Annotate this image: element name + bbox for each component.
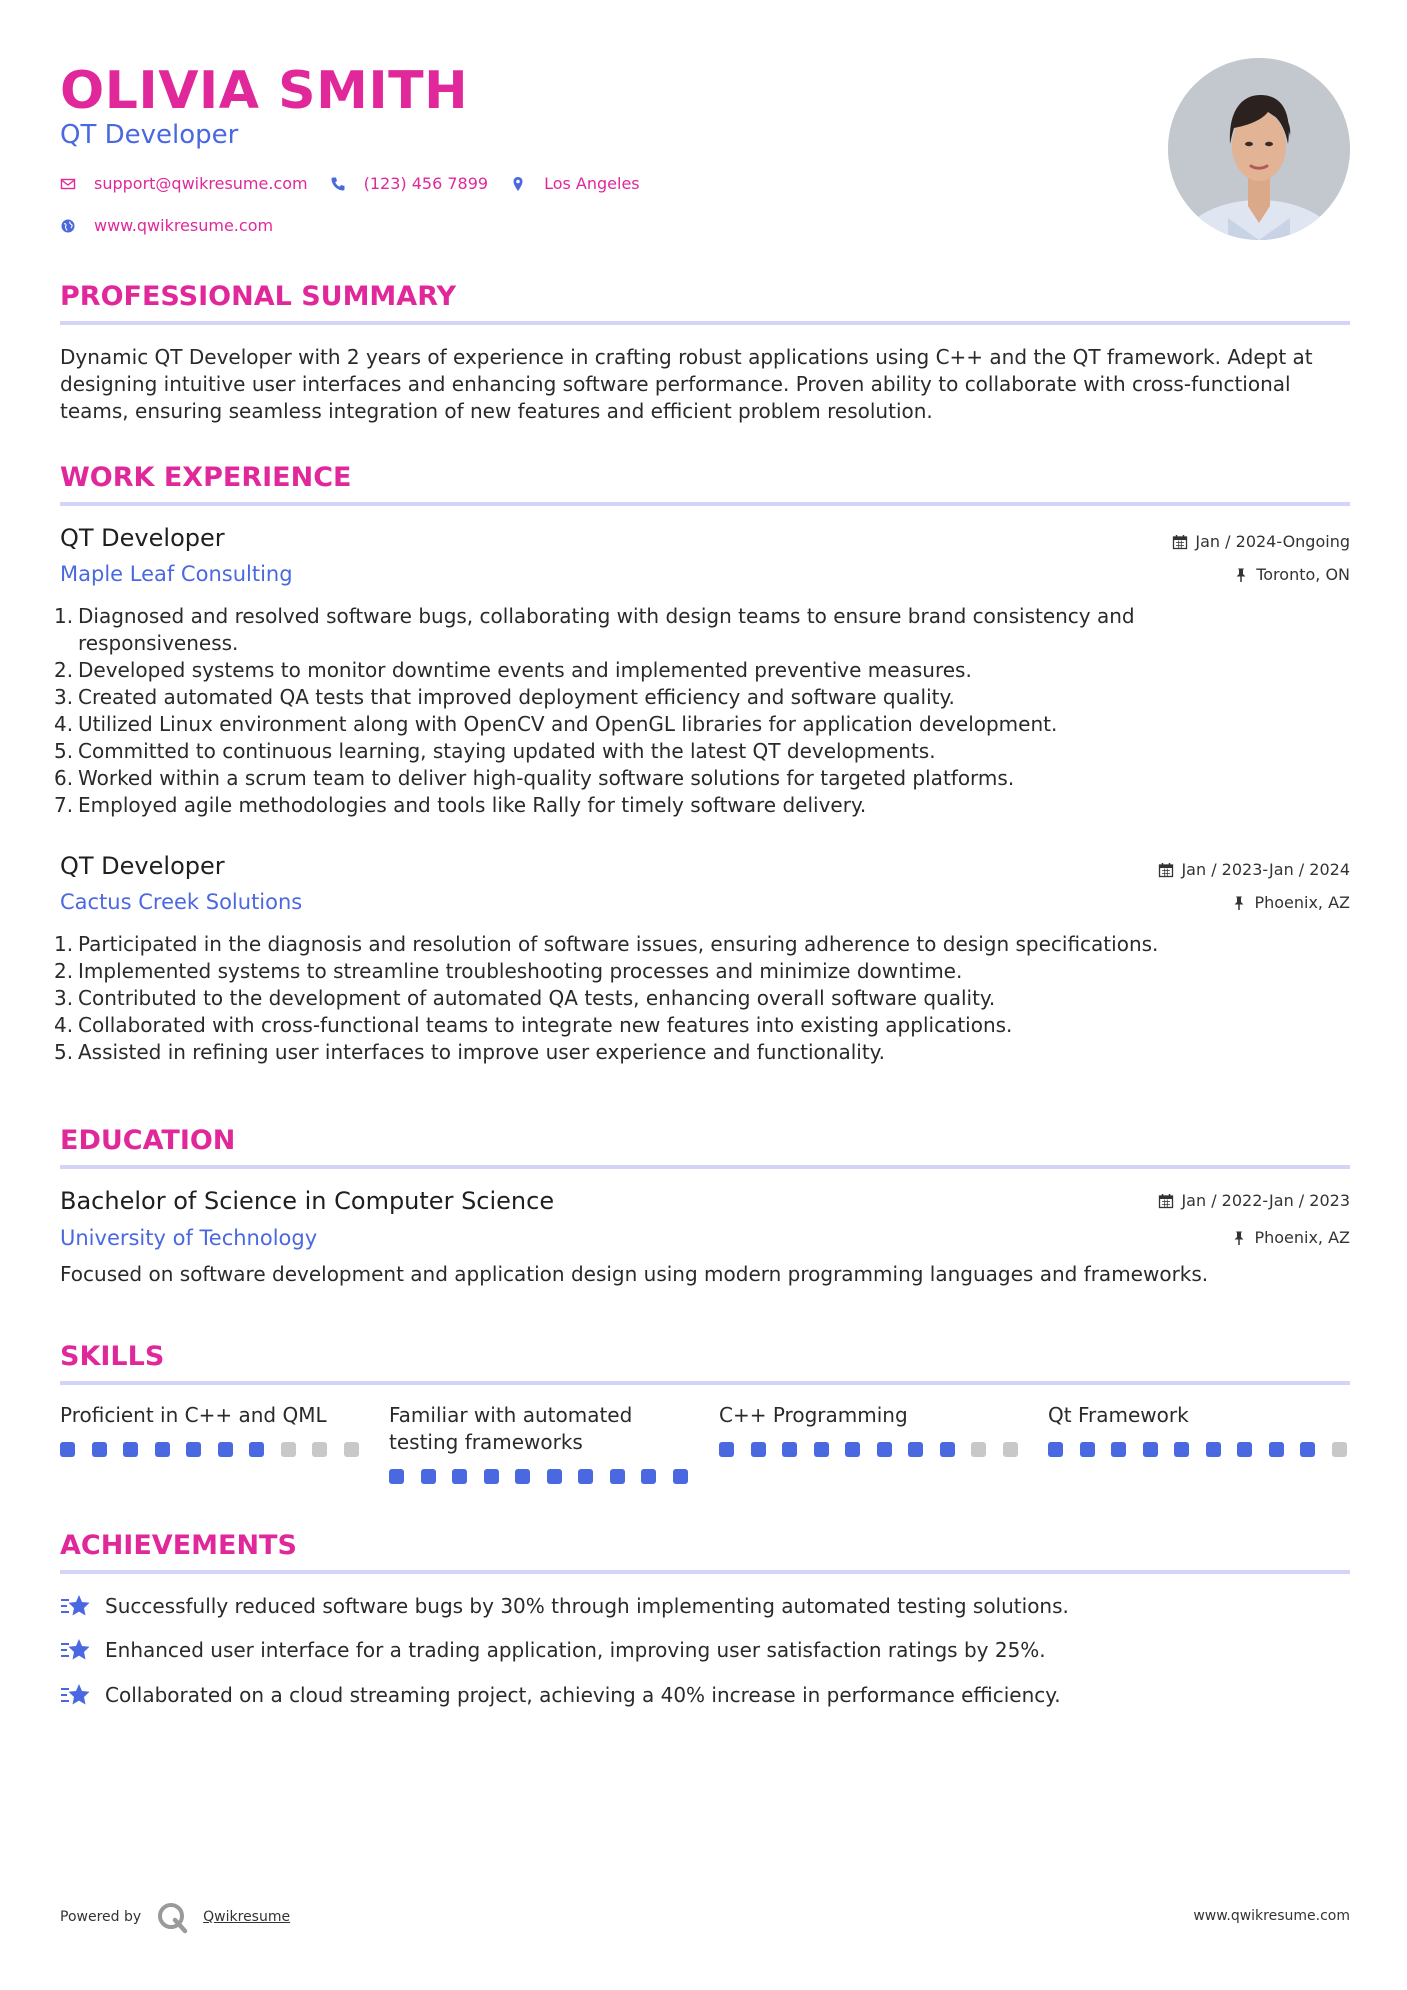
list-item: 5. Assisted in refining user interfaces to improve user experience and functionality.	[54, 1040, 886, 1064]
contact-website[interactable]	[60, 216, 273, 236]
list-item: 7. Employed agile methodologies and tools like Rally for timely software delivery.	[54, 793, 867, 817]
contact-row	[60, 174, 662, 194]
skill-dot	[421, 1469, 436, 1484]
education-description: Focused on software development and application design using modern programming languages and frameworks.	[60, 1262, 1209, 1286]
list-item: 6. Worked within a scrum team to deliver high-quality software solutions for targeted platforms.	[54, 766, 1015, 790]
skill-dot	[312, 1442, 327, 1457]
skill-item	[719, 1402, 1019, 1456]
achievement-text: Successfully reduced software bugs by 30% through implementing automated testing solutions.	[105, 1593, 1069, 1618]
candidate-role: QT Developer	[60, 120, 239, 150]
job-responsibilities	[54, 603, 1290, 819]
skill-dot	[845, 1442, 860, 1457]
list-item: 3. Contributed to the development of automated QA tests, enhancing overall software quality.	[54, 986, 996, 1010]
skill-item	[60, 1402, 360, 1456]
job-responsibilities	[54, 931, 1290, 1066]
skill-rating	[1048, 1442, 1363, 1457]
skill-rating	[60, 1442, 375, 1457]
skill-dot	[452, 1469, 467, 1484]
star-icon	[60, 1681, 92, 1709]
phone-text: (123) 456 7899	[363, 174, 489, 193]
skill-name: Qt Framework	[1048, 1403, 1189, 1427]
skill-dot	[971, 1442, 986, 1457]
skill-dot	[877, 1442, 892, 1457]
skill-dot	[1143, 1442, 1158, 1457]
skill-dot	[1206, 1442, 1221, 1457]
job-title: QT Developer	[60, 524, 225, 552]
section-divider	[60, 1165, 1350, 1169]
job-date-text: Jan / 2024-Ongoing	[1195, 532, 1350, 551]
envelope-icon	[60, 176, 76, 192]
skill-name: Familiar with automated testing frameworks	[389, 1403, 633, 1454]
skill-dot	[1080, 1442, 1095, 1457]
resume-page	[54, 0, 1350, 1990]
email-text: support@qwikresume.com	[94, 174, 308, 193]
list-item: 1. Participated in the diagnosis and resolution of software issues, ensuring adherence to design specifications.	[54, 932, 1159, 956]
education-location-text: Phoenix, AZ	[1254, 1228, 1350, 1247]
skill-name: C++ Programming	[719, 1403, 908, 1427]
contact-row-website	[60, 216, 295, 236]
summary-heading: PROFESSIONAL SUMMARY	[60, 281, 457, 312]
company-name: Cactus Creek Solutions	[60, 890, 303, 914]
footer-branding	[60, 1900, 290, 1934]
skill-item	[389, 1402, 689, 1456]
skill-dot	[344, 1442, 359, 1457]
skill-dot	[60, 1442, 75, 1457]
job-location-text: Toronto, ON	[1256, 565, 1350, 584]
skill-dot	[389, 1469, 404, 1484]
section-divider	[60, 321, 1350, 325]
job-date	[1172, 532, 1350, 552]
globe-icon	[60, 218, 76, 234]
experience-heading: WORK EXPERIENCE	[60, 462, 352, 493]
skill-dot	[782, 1442, 797, 1457]
contact-phone[interactable]	[330, 174, 488, 194]
qwikresume-logo-icon	[155, 1900, 189, 1934]
website-text: www.qwikresume.com	[94, 216, 274, 235]
candidate-name: OLIVIA SMITH	[60, 61, 469, 121]
star-icon	[60, 1636, 92, 1664]
qwikresume-link[interactable]: Qwikresume	[203, 1909, 291, 1925]
skill-dot	[218, 1442, 233, 1457]
calendar-icon	[1158, 1193, 1174, 1209]
achievement-item	[60, 1636, 1046, 1664]
section-divider	[60, 1381, 1350, 1385]
skill-dot	[814, 1442, 829, 1457]
education-date-text: Jan / 2022-Jan / 2023	[1181, 1191, 1350, 1210]
achievement-text: Enhanced user interface for a trading application, improving user satisfaction ratings by 25%.	[105, 1637, 1046, 1662]
education-heading: EDUCATION	[60, 1125, 236, 1156]
skill-dot	[484, 1469, 499, 1484]
map-pin-icon	[510, 176, 526, 192]
school-name: University of Technology	[60, 1226, 318, 1250]
skill-dot	[281, 1442, 296, 1457]
skill-dot	[515, 1469, 530, 1484]
job-location	[1231, 893, 1350, 913]
achievement-item	[60, 1592, 1069, 1620]
skill-dot	[751, 1442, 766, 1457]
pushpin-icon	[1231, 1230, 1247, 1246]
contact-email[interactable]	[60, 174, 308, 194]
achievements-heading: ACHIEVEMENTS	[60, 1530, 297, 1561]
skill-dot	[610, 1469, 625, 1484]
skill-dot	[1269, 1442, 1284, 1457]
skill-dot	[940, 1442, 955, 1457]
skill-name: Proficient in C++ and QML	[60, 1403, 327, 1427]
skill-dot	[719, 1442, 734, 1457]
skill-dot	[92, 1442, 107, 1457]
education-location	[1231, 1228, 1350, 1248]
job-date-text: Jan / 2023-Jan / 2024	[1181, 860, 1350, 879]
skill-item	[1048, 1402, 1348, 1456]
star-icon	[60, 1592, 92, 1620]
job-location-text: Phoenix, AZ	[1254, 893, 1350, 912]
section-divider	[60, 1570, 1350, 1574]
list-item: 4. Utilized Linux environment along with OpenCV and OpenGL libraries for application development.	[54, 712, 1058, 736]
powered-by-label: Powered by	[60, 1909, 142, 1925]
calendar-icon	[1172, 534, 1188, 550]
skill-dot	[908, 1442, 923, 1457]
skill-dot	[641, 1469, 656, 1484]
list-item: 2. Developed systems to monitor downtime events and implemented preventive measures.	[54, 658, 972, 682]
section-divider	[60, 502, 1350, 506]
skill-dot	[123, 1442, 138, 1457]
job-title: QT Developer	[60, 852, 225, 880]
list-item: 2. Implemented systems to streamline troubleshooting processes and minimize downtime.	[54, 959, 963, 983]
skill-dot	[186, 1442, 201, 1457]
skill-dot	[1003, 1442, 1018, 1457]
company-name: Maple Leaf Consulting	[60, 562, 293, 586]
skill-dot	[1300, 1442, 1315, 1457]
skill-dot	[578, 1469, 593, 1484]
skill-rating	[719, 1442, 1034, 1457]
skill-dot	[1237, 1442, 1252, 1457]
education-date	[1158, 1191, 1350, 1211]
achievement-item	[60, 1681, 1061, 1709]
location-text: Los Angeles	[544, 174, 640, 193]
skill-dot	[249, 1442, 264, 1457]
pushpin-icon	[1231, 895, 1247, 911]
skill-dot	[1111, 1442, 1126, 1457]
phone-icon	[330, 176, 346, 192]
skill-dot	[547, 1469, 562, 1484]
list-item: 5. Committed to continuous learning, staying updated with the latest QT developments.	[54, 739, 936, 763]
list-item: 1. Diagnosed and resolved software bugs, collaborating with design teams to ensure brand consistency and responsiveness.	[54, 604, 1135, 655]
calendar-icon	[1158, 862, 1174, 878]
skill-dot	[1048, 1442, 1063, 1457]
skill-dot	[1332, 1442, 1347, 1457]
pushpin-icon	[1233, 567, 1249, 583]
job-date	[1158, 860, 1350, 880]
skills-heading: SKILLS	[60, 1341, 165, 1372]
job-location	[1233, 565, 1350, 585]
list-item: 4. Collaborated with cross-functional teams to integrate new features into existing applications.	[54, 1013, 1013, 1037]
achievement-text: Collaborated on a cloud streaming project, achieving a 40% increase in performance efficiency.	[105, 1682, 1061, 1707]
footer-website[interactable]: www.qwikresume.com	[1193, 1908, 1350, 1924]
contact-location	[510, 174, 640, 194]
degree-title: Bachelor of Science in Computer Science	[60, 1187, 555, 1215]
summary-text: Dynamic QT Developer with 2 years of experience in crafting robust applications using C++ and the QT framework. Adept at designing intuitive user interfaces and enhancing software performance. Proven ability to collaborate with cross-functional teams, ensuring seamless integration of new features and efficient problem resolution.	[60, 345, 1313, 423]
skill-dot	[155, 1442, 170, 1457]
skill-dot	[1174, 1442, 1189, 1457]
skill-rating	[389, 1469, 704, 1484]
list-item: 3. Created automated QA tests that improved deployment efficiency and software quality.	[54, 685, 955, 709]
profile-photo	[1168, 58, 1350, 240]
skill-dot	[673, 1469, 688, 1484]
